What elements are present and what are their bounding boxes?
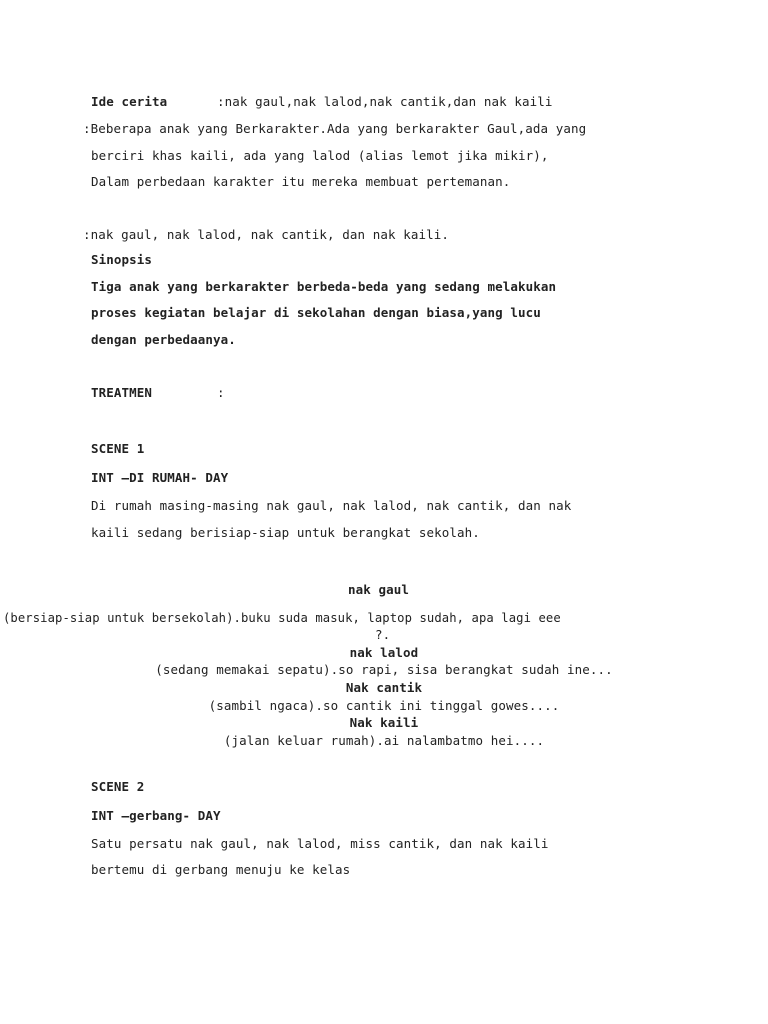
scene2-title: SCENE 2 bbox=[91, 779, 145, 794]
sinopsis-line-1: Tiga anak yang berkarakter berbeda-beda yang sedang melakukan bbox=[91, 279, 557, 294]
treatmen-colon: : bbox=[217, 385, 225, 400]
tokoh-line: :nak gaul, nak lalod, nak cantik, dan nak kaili. bbox=[83, 227, 450, 242]
scene2-line-2: bertemu di gerbang menuju ke kelas bbox=[91, 862, 351, 877]
scene1-line-1: Di rumah masing-masing nak gaul, nak lalod, nak cantik, dan nak bbox=[91, 498, 572, 513]
dialogue-line-nak-gaul-cont: ?. bbox=[375, 627, 391, 642]
dialogue-name-nak-gaul: nak gaul bbox=[348, 582, 410, 597]
dialogue-line-nak-gaul: (bersiap-siap untuk bersekolah).buku suda masuk, laptop sudah, apa lagi eee bbox=[3, 611, 561, 625]
dialogue-line-nak-kaili: (jalan keluar rumah).ai nalambatmo hei.... bbox=[223, 733, 545, 748]
scene2-line-1: Satu persatu nak gaul, nak lalod, miss cantik, dan nak kaili bbox=[91, 836, 549, 851]
sinopsis-line-3: dengan perbedaanya. bbox=[91, 332, 236, 347]
scene1-line-2: kaili sedang berisiap-siap untuk berangkat sekolah. bbox=[91, 525, 480, 540]
ide-cerita-value: :nak gaul,nak lalod,nak cantik,dan nak kaili bbox=[217, 94, 553, 109]
dialogue-line-nak-lalod: (sedang memakai sepatu).so rapi, sisa berangkat sudah ine... bbox=[155, 662, 613, 677]
dialogue-name-nak-lalod: nak lalod bbox=[349, 645, 419, 660]
ide-cerita-label: Ide cerita bbox=[91, 94, 168, 109]
dialogue-name-nak-kaili: Nak kaili bbox=[349, 715, 419, 730]
treatmen-label: TREATMEN bbox=[91, 385, 153, 400]
ide-cerita-line-2: berciri khas kaili, ada yang lalod (alias lemot jika mikir), bbox=[91, 148, 549, 163]
ide-cerita-line-1: :Beberapa anak yang Berkarakter.Ada yang berkarakter Gaul,ada yang bbox=[83, 121, 587, 136]
scene1-title: SCENE 1 bbox=[91, 441, 145, 456]
sinopsis-line-2: proses kegiatan belajar di sekolahan dengan biasa,yang lucu bbox=[91, 305, 541, 320]
scene1-heading: INT –DI RUMAH- DAY bbox=[91, 470, 229, 485]
dialogue-name-nak-cantik: Nak cantik bbox=[345, 680, 423, 695]
dialogue-line-nak-cantik: (sambil ngaca).so cantik ini tinggal gowes.... bbox=[208, 698, 560, 713]
ide-cerita-line-3: Dalam perbedaan karakter itu mereka membuat pertemanan. bbox=[91, 174, 511, 189]
scene2-heading: INT –gerbang- DAY bbox=[91, 808, 221, 823]
sinopsis-heading: Sinopsis bbox=[91, 252, 153, 267]
